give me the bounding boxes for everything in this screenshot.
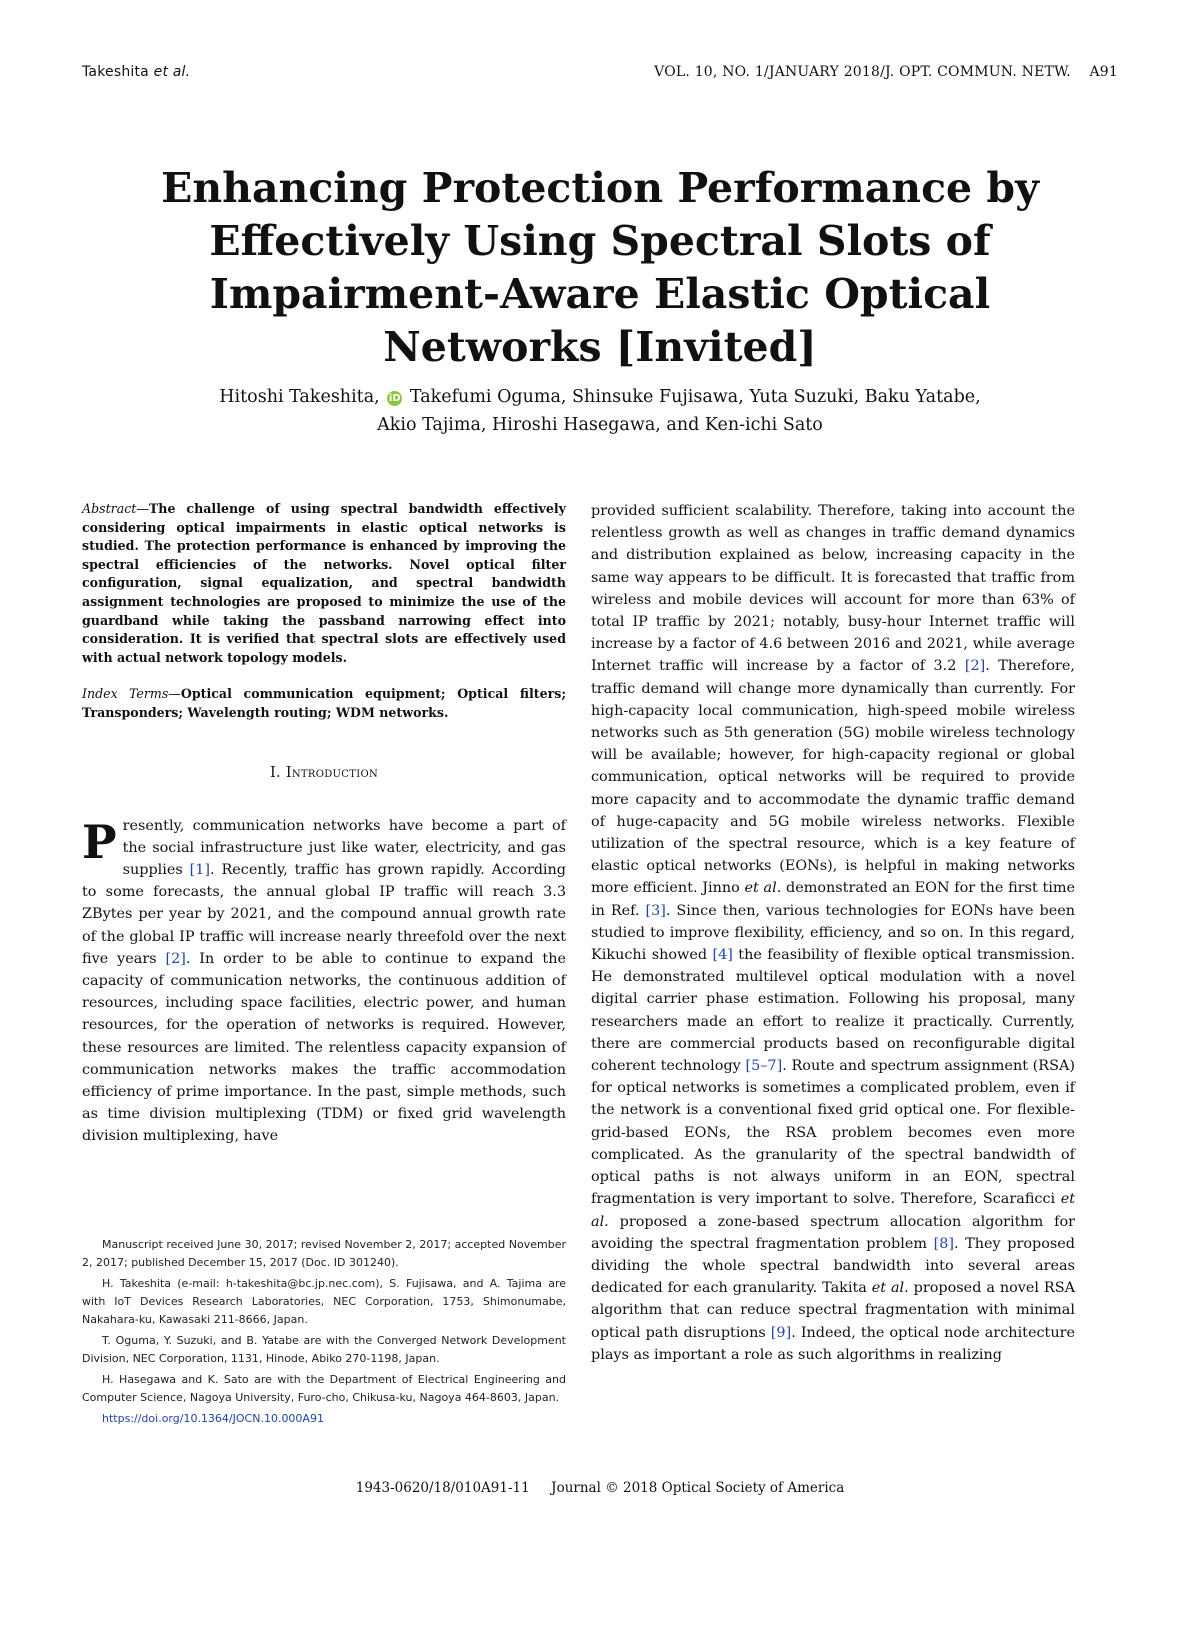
header-journal-info: VOL. 10, NO. 1/JANUARY 2018/J. OPT. COMMUN. NETW. — [654, 64, 1071, 80]
citation-link[interactable]: [2] — [964, 658, 986, 675]
doi-link[interactable]: https://doi.org/10.1364/JOCN.10.000A91 — [102, 1412, 324, 1425]
right-column — [591, 500, 1075, 1366]
citation-link[interactable]: [9] — [770, 1324, 792, 1341]
citation-link[interactable]: [2] — [165, 950, 186, 967]
intro-text-2: . Recently, traffic has grown rapidly. According to some forecasts, the annual global IP traffic will reach 3.3 ZBytes per year by 2021, and the compound annual growth rate of the global IP traffic will increase nearly threefold over the next five years — [82, 861, 567, 967]
page-footer: 1943-0620/18/010A91-11 Journal © 2018 Optical Society of America — [355, 1480, 845, 1496]
intro-text-1: resently, communication networks have become a part of the social infrastructure just like water, electricity, and gas supplies — [122, 817, 566, 878]
footnote-affiliation-2: T. Oguma, Y. Suzuki, and B. Yatabe are with the Converged Network Development Division, NEC Corporation, 1131, Hinode, Abiko 270-1198, Japan. — [82, 1334, 566, 1365]
footnotes — [82, 1236, 566, 1431]
right-text-10: . Indeed, the optical node architecture plays as important a role as such algorithms in realizing — [591, 1324, 1075, 1363]
right-text-6: . Route and spectrum assignment (RSA) for optical networks is sometimes a complicated problem, even if the network is a conventional fixed grid optical one. For flexible-grid-based EONs, the RSA problem becomes even more complicated. As the granularity of the spectral bandwidth of optical paths is not always uniform in an EON, spectral fragmentation is very important to solve. Therefore, Scaraficci — [591, 1058, 1075, 1208]
index-terms-label: Index Terms— — [82, 686, 181, 702]
right-text-7: proposed a zone-based spectrum allocation algorithm for avoiding the spectral fragmentation problem — [591, 1213, 1075, 1252]
index-terms-text: Optical communication equipment; Optical filters; Transponders; Wavelength routing; WDM networks. — [82, 686, 566, 720]
etal: et al. — [591, 1191, 1075, 1230]
footnote-affiliation-3: H. Hasegawa and K. Sato are with the Department of Electrical Engineering and Computer Science, Nagoya University, Furo-cho, Chikusa-ku, Nagoya 464-8603, Japan. — [82, 1373, 566, 1404]
section-number: I. — [270, 764, 281, 781]
header-author: Takeshita — [82, 64, 149, 80]
citation-link[interactable]: [4] — [712, 947, 733, 964]
header-etal: et al. — [153, 64, 191, 80]
citation-link[interactable]: [1] — [189, 861, 211, 878]
intro-text-3: . In order to be able to continue to expand the capacity of communication networks, the continuous addition of resources, including space facilities, electric power, and human resources, for the operation of networks is required. However, these resources are limited. The relentless capacity expansion of communication networks makes the traffic accommodation efficiency of prime importance. In the past, simple methods, such as time division multiplexing (TDM) or fixed grid wavelength division multiplexing, have — [82, 950, 566, 1145]
intro-paragraph-left — [82, 815, 566, 1148]
right-text-2: . Therefore, traffic demand will change more dynamically than currently. For high-capacity local communication, high-speed mobile wireless networks such as 5th generation (5G) mobile wireless technology will be available; however, for high-capacity regional or global communication, optical networks will be required to provide more capacity and to accommodate the dynamic traffic demand of huge-capacity and 5G mobile wireless networks. Flexible utilization of the spectral resource, which is a key feature of elastic optical networks (EONs), is helpful in making networks more efficient. Jinno — [591, 658, 1075, 897]
citation-link[interactable]: [8] — [933, 1235, 954, 1252]
author-list — [100, 383, 1100, 439]
footnote-affiliation-1: H. Takeshita (e-mail: h-takeshita@bc.jp.nec.com), S. Fujisawa, and A. Tajima are with IoT Devices Research Laboratories, NEC Corporation, 1753, Shimonumabe, Nakahara-ku, Kawasaki 211-8666, Japan. — [82, 1277, 566, 1326]
paper-title: Enhancing Protection Performance by Effectively Using Spectral Slots of Impairment-Aware Elastic Optical Networks [Invited] — [161, 164, 1039, 371]
footnote-manuscript: Manuscript received June 30, 2017; revised November 2, 2017; accepted November 2, 2017; published December 15, 2017 (Doc. ID 301240). — [82, 1238, 566, 1269]
left-column — [82, 500, 566, 1148]
citation-link[interactable]: [3] — [645, 902, 666, 919]
abstract-label: Abstract— — [82, 501, 149, 516]
header-page-number: A91 — [1089, 64, 1118, 80]
author-line2: Akio Tajima, Hiroshi Hasegawa, and Ken-ichi Sato — [377, 415, 823, 435]
right-text-9: proposed a novel RSA algorithm that can reduce spectral fragmentation with minimal optical path disruptions — [591, 1280, 1076, 1341]
section-heading — [82, 765, 566, 781]
right-text-1: provided sufficient scalability. Therefore, taking into account the relentless growth as well as changes in traffic demand dynamics and distribution explained as below, increasing capacity in the same way appears to be difficult. It is forecasted that traffic from wireless and mobile devices will account for more than 63% of total IP traffic by 2021; notably, busy-hour Internet traffic will increase by a factor of 4.6 between 2016 and 2021, while average Internet traffic will increase by a factor of 3.2 — [591, 503, 1075, 675]
right-text-4: . Since then, various technologies for EONs have been studied to improve flexibility, efficiency, and so on. In this regard, Kikuchi showed — [591, 902, 1075, 964]
author-rest-line1: Takefumi Oguma, Shinsuke Fujisawa, Yuta Suzuki, Baku Yatabe, — [409, 387, 981, 407]
etal: et al. — [871, 1280, 909, 1297]
section-title: Introduction — [285, 764, 378, 781]
abstract-text: The challenge of using spectral bandwidth effectively considering optical impairments in elastic optical networks is studied. The protection performance is enhanced by improving the spectral efficiencies of the networks. Novel optical filter configuration, signal equalization, and spectral bandwidth assignment technologies are proposed to minimize the use of the guardband while taking the passband narrowing effect into consideration. It is verified that spectral slots are effectively used with actual network topology models. — [82, 501, 566, 665]
right-text-5: the feasibility of flexible optical transmission. He demonstrated multilevel optical modulation with a novel digital carrier phase estimation. Following his proposal, many researchers made an effort to realize it practically. Currently, there are commercial products based on reconfigurable digital coherent technology — [591, 947, 1075, 1075]
intro-paragraph-right — [591, 500, 1075, 1366]
etal: et al. — [744, 880, 782, 897]
index-terms — [82, 685, 566, 722]
citation-link[interactable]: [5–7] — [745, 1058, 783, 1075]
abstract — [82, 500, 566, 667]
right-text-3: demonstrated an EON for the first time in Ref. — [591, 880, 1075, 919]
drop-cap: P — [82, 814, 117, 869]
right-text-8: . They proposed dividing the whole spectral bandwidth into several areas dedicated for each granularity. Takita — [591, 1235, 1075, 1297]
running-header-journal — [654, 64, 1118, 80]
running-header-author — [82, 64, 190, 80]
orcid-icon[interactable]: iD — [388, 393, 401, 404]
author-first: Hitoshi Takeshita, — [219, 387, 380, 407]
